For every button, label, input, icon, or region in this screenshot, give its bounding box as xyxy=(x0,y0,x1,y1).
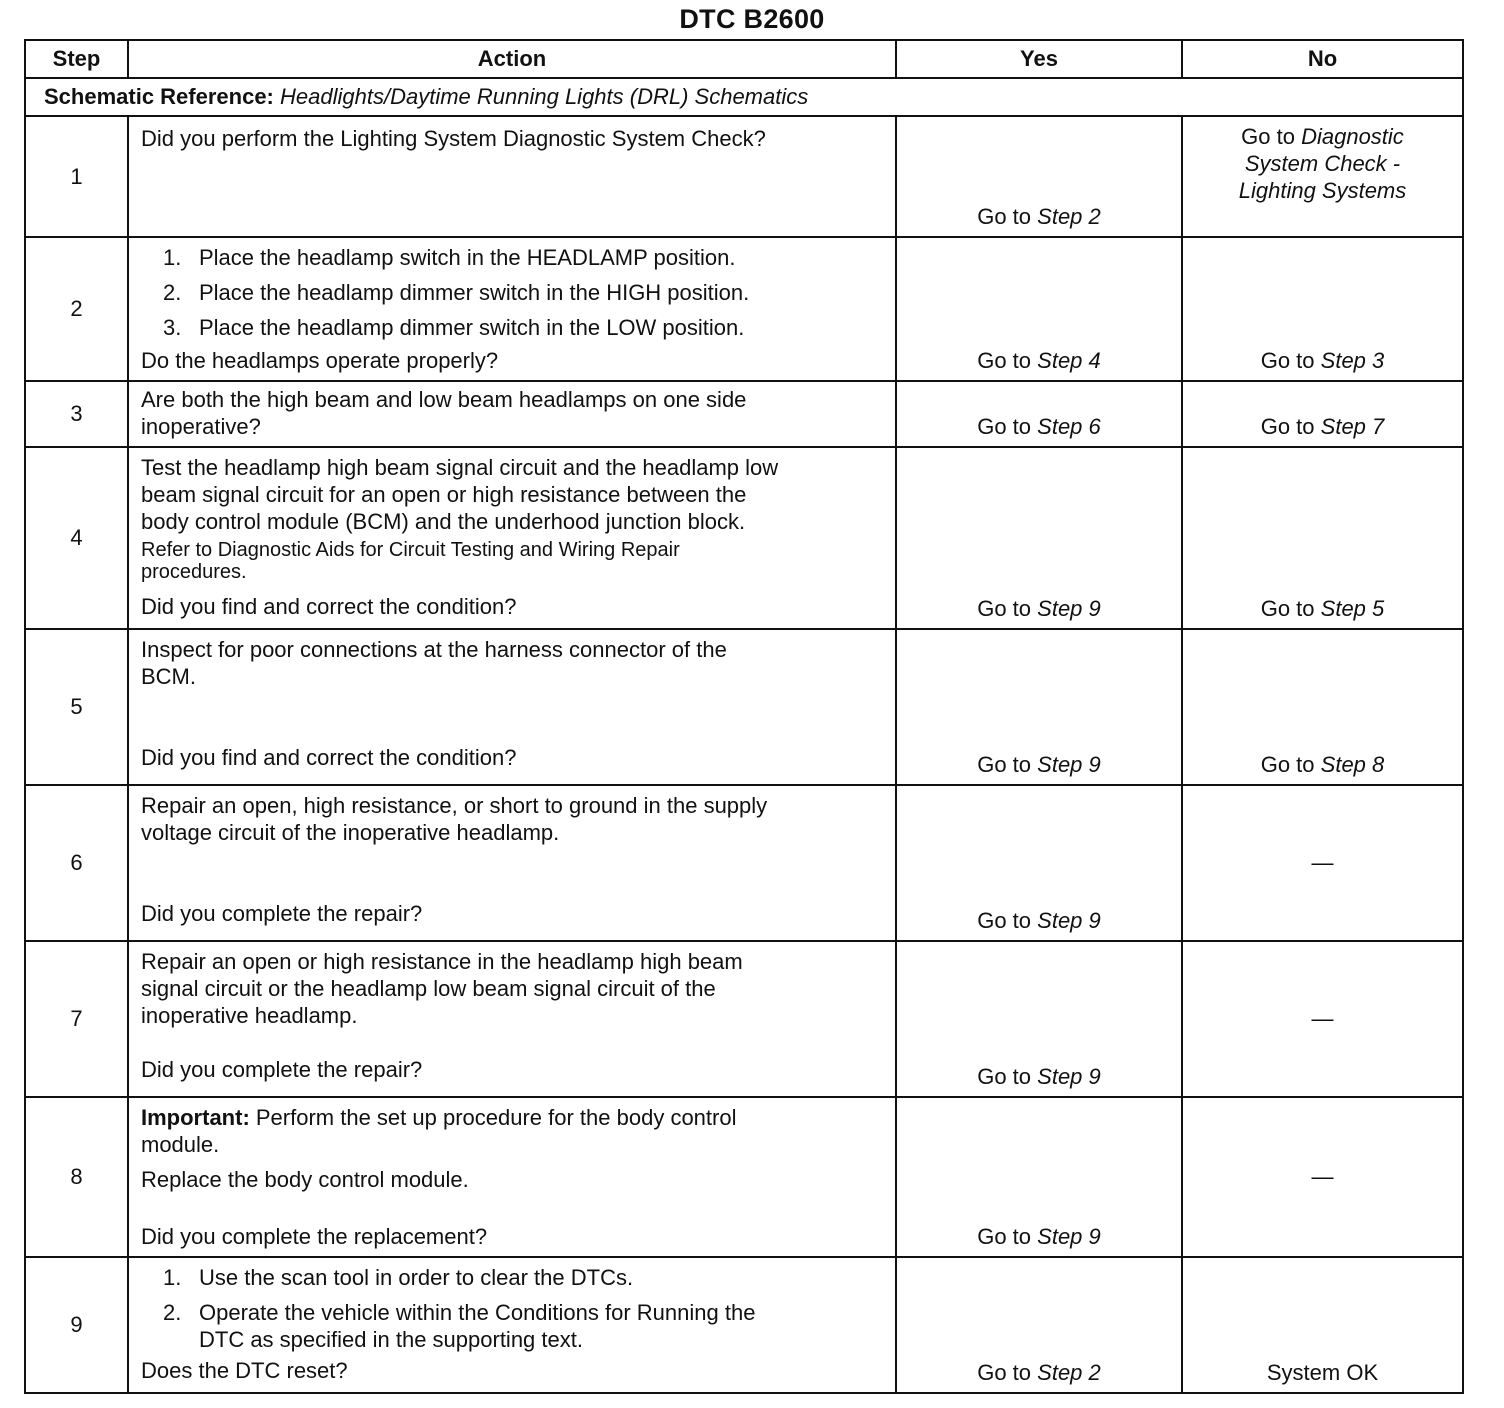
action-line: Inspect for poor connections at the harness connector of the xyxy=(141,637,727,662)
table-row xyxy=(25,941,1463,1097)
list-item: 1. Use the scan tool in order to clear the DTCs. xyxy=(163,1265,634,1290)
question-text: Did you find and correct the condition? xyxy=(141,594,517,619)
yes-cell xyxy=(896,1257,1182,1393)
action-line: Repair an open, high resistance, or short to ground in the supply xyxy=(141,793,768,818)
action-list xyxy=(141,240,885,345)
action-line: Are both the high beam and low beam headlamps on one side xyxy=(141,387,747,412)
table-row xyxy=(25,1257,1463,1393)
no-cell xyxy=(1182,1257,1463,1393)
question-text: Does the DTC reset? xyxy=(141,1358,348,1383)
action-cell xyxy=(128,1257,896,1393)
schematic-reference xyxy=(25,78,1463,116)
step-number: 1 xyxy=(25,116,128,237)
header-no: No xyxy=(1182,40,1463,78)
yes-step-link[interactable]: Step 9 xyxy=(1037,908,1101,933)
no-cell xyxy=(1182,237,1463,381)
no-cell xyxy=(1182,381,1463,447)
diagnostic-table xyxy=(24,39,1464,1394)
action-cell xyxy=(128,1097,896,1257)
header-step: Step xyxy=(25,40,128,78)
step-number: 9 xyxy=(25,1257,128,1393)
goto-text: Go to xyxy=(1260,596,1315,621)
action-cell xyxy=(128,629,896,785)
no-reference-link[interactable]: System Check - xyxy=(1244,151,1401,176)
yes-cell xyxy=(896,116,1182,237)
schematic-value: Headlights/Daytime Running Lights (DRL) Schematics xyxy=(280,84,809,109)
no-line xyxy=(1183,177,1462,204)
step-number: 2 xyxy=(25,237,128,381)
question-text: Did you complete the replacement? xyxy=(141,1224,488,1249)
action-line: beam signal circuit for an open or high resistance between the xyxy=(141,482,747,507)
no-cell xyxy=(1182,629,1463,785)
schematic-label: Schematic Reference: xyxy=(44,84,274,109)
goto-text: Go to xyxy=(1241,124,1302,149)
step-number: 8 xyxy=(25,1097,128,1257)
goto-text: Go to xyxy=(977,414,1032,439)
no-dash: — xyxy=(1311,1006,1334,1031)
important-line: Important: Perform the set up procedure for the body control xyxy=(141,1105,737,1130)
action-line: Replace the body control module. xyxy=(141,1167,469,1192)
list-item: 2. Place the headlamp dimmer switch in the HIGH position. xyxy=(163,280,750,305)
action-cell xyxy=(128,116,896,237)
yes-step-link[interactable]: Step 9 xyxy=(1037,596,1101,621)
no-reference-link[interactable]: Lighting Systems xyxy=(1238,178,1407,203)
header-row xyxy=(25,40,1463,78)
yes-cell xyxy=(896,941,1182,1097)
action-cell xyxy=(128,941,896,1097)
yes-step-link[interactable]: Step 9 xyxy=(1037,752,1101,777)
action-list xyxy=(141,1260,885,1353)
yes-cell xyxy=(896,237,1182,381)
note-line: procedures. xyxy=(141,561,247,583)
goto-text: Go to xyxy=(977,204,1032,229)
goto-text: Go to xyxy=(1260,752,1315,777)
goto-text: Go to xyxy=(977,1224,1032,1249)
no-step-link[interactable]: Step 5 xyxy=(1320,596,1385,621)
no-line xyxy=(1183,150,1462,177)
action-line: Repair an open or high resistance in the headlamp high beam xyxy=(141,949,743,974)
yes-step-link[interactable]: Step 4 xyxy=(1037,348,1101,373)
action-line: inoperative? xyxy=(141,414,261,439)
no-cell xyxy=(1182,447,1463,629)
header-yes: Yes xyxy=(896,40,1182,78)
action-cell xyxy=(128,785,896,941)
no-reference-link[interactable]: Diagnostic xyxy=(1301,124,1404,149)
no-cell xyxy=(1182,116,1463,237)
table-row xyxy=(25,381,1463,447)
goto-text: Go to xyxy=(977,1360,1032,1385)
no-step-link[interactable]: Step 7 xyxy=(1320,414,1385,439)
note-line: Refer to Diagnostic Aids for Circuit Testing and Wiring Repair xyxy=(141,539,680,561)
yes-cell xyxy=(896,381,1182,447)
yes-cell xyxy=(896,1097,1182,1257)
step-number: 7 xyxy=(25,941,128,1097)
list-item: 2. Operate the vehicle within the Conditions for Running the DTC as specified in the supporting text. xyxy=(163,1300,756,1352)
question-text: Did you complete the repair? xyxy=(141,1057,423,1082)
schematic-row xyxy=(25,78,1463,116)
goto-text: Go to xyxy=(977,908,1032,933)
no-dash: — xyxy=(1311,1164,1334,1189)
step-number: 5 xyxy=(25,629,128,785)
important-label: Important: xyxy=(141,1105,250,1130)
table-row xyxy=(25,629,1463,785)
action-line: inoperative headlamp. xyxy=(141,1003,358,1028)
action-line: signal circuit or the headlamp low beam signal circuit of the xyxy=(141,976,716,1001)
no-cell xyxy=(1182,785,1463,941)
step-number: 4 xyxy=(25,447,128,629)
question-text: Did you find and correct the condition? xyxy=(141,745,517,770)
yes-step-link[interactable]: Step 2 xyxy=(1037,204,1101,229)
table-row xyxy=(25,447,1463,629)
no-step-link[interactable]: Step 8 xyxy=(1320,752,1385,777)
action-line: BCM. xyxy=(141,664,196,689)
important-line: module. xyxy=(141,1132,220,1157)
step-number: 3 xyxy=(25,381,128,447)
question-text: Do the headlamps operate properly? xyxy=(141,348,499,373)
yes-step-link[interactable]: Step 9 xyxy=(1037,1224,1101,1249)
yes-step-link[interactable]: Step 9 xyxy=(1037,1064,1101,1089)
no-result-text: System OK xyxy=(1266,1360,1379,1385)
step-number: 6 xyxy=(25,785,128,941)
list-item: 3. Place the headlamp dimmer switch in the LOW position. xyxy=(163,315,745,340)
action-line: body control module (BCM) and the underhood junction block. xyxy=(141,509,746,534)
no-dash: — xyxy=(1311,850,1334,875)
table-row xyxy=(25,116,1463,237)
no-step-link[interactable]: Step 3 xyxy=(1320,348,1385,373)
no-line xyxy=(1183,123,1462,150)
goto-text: Go to xyxy=(977,596,1032,621)
yes-cell xyxy=(896,447,1182,629)
goto-text: Go to xyxy=(1260,348,1315,373)
goto-text: Go to xyxy=(1260,414,1315,439)
page-title: DTC B2600 xyxy=(679,4,825,34)
yes-cell xyxy=(896,785,1182,941)
question-text: Did you perform the Lighting System Diagnostic System Check? xyxy=(141,126,766,151)
goto-text: Go to xyxy=(977,1064,1032,1089)
action-line: voltage circuit of the inoperative headlamp. xyxy=(141,820,560,845)
yes-step-link[interactable]: Step 2 xyxy=(1037,1360,1101,1385)
action-cell xyxy=(128,447,896,629)
no-cell xyxy=(1182,1097,1463,1257)
list-item: 1. Place the headlamp switch in the HEADLAMP position. xyxy=(163,245,736,270)
table-row xyxy=(25,785,1463,941)
header-action: Action xyxy=(128,40,896,78)
action-cell xyxy=(128,237,896,381)
yes-step-link[interactable]: Step 6 xyxy=(1037,414,1101,439)
goto-text: Go to xyxy=(977,752,1032,777)
table-row xyxy=(25,237,1463,381)
yes-cell xyxy=(896,629,1182,785)
goto-text: Go to xyxy=(977,348,1032,373)
action-cell xyxy=(128,381,896,447)
question-text: Did you complete the repair? xyxy=(141,901,423,926)
table-row xyxy=(25,1097,1463,1257)
action-line: Test the headlamp high beam signal circuit and the headlamp low xyxy=(141,455,779,480)
no-cell xyxy=(1182,941,1463,1097)
